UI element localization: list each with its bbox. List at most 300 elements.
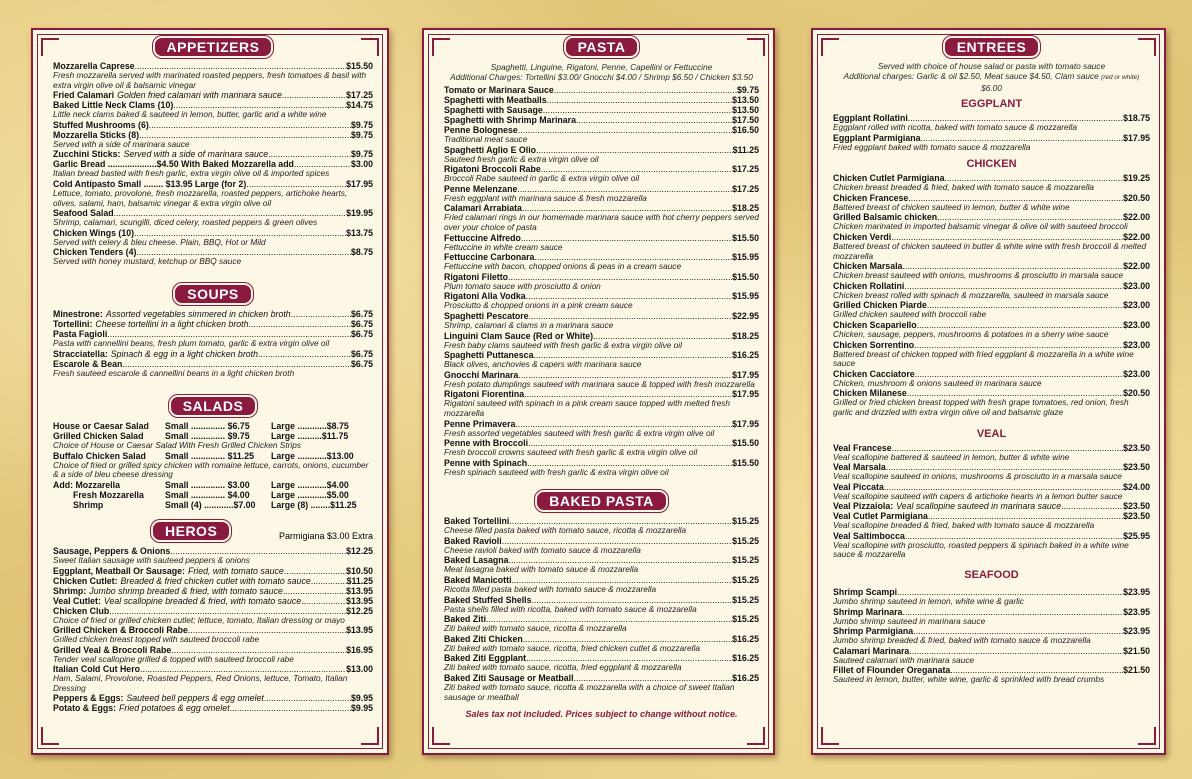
menu-item-name: Calamari Arrabiata (444, 203, 522, 214)
menu-item-description: Chicken breast sauteed with onions, mushrooms & prosciutto in marsala sauce (833, 270, 1124, 281)
menu-item-name: Veal Marsala (833, 462, 886, 473)
menu-item-description: Ziti baked with tomato sauce, ricotta, fried eggplant & mozzarella (444, 662, 682, 673)
menu-item-name: Baked Ravioli (444, 535, 502, 546)
menu-item-price: $9.95 (350, 703, 373, 714)
menu-item-description: Lettuce, tomato, provolone, fresh mozzarella, roasted peppers, artichoke hearts, olives, salami, ham, balsamic vinegar & extra virgin olive oil (53, 187, 348, 208)
menu-item-price: $17.25 (346, 90, 373, 101)
menu-item-name: Tomato or Marinara Sauce (444, 85, 554, 95)
menu-item-row (444, 85, 759, 95)
menu-item-description: Fresh assorted vegetables sauteed with fresh garlic & extra virgin olive oil (444, 427, 715, 438)
menu-item-price: $17.25 (732, 164, 759, 175)
menu-item-description: Fresh mozzarella served with marinated roasted peppers, fresh tomatoes & basil with extra virgin olive oil & balsamic vinegar (53, 70, 367, 90)
menu-item-name: Italian Cold Cut Hero (53, 664, 140, 675)
menu-item-description: Ziti baked with tomato sauce, ricotta & mozzarella with a choice of sweet Italian sausage or meatball (444, 682, 735, 702)
salads-list (53, 421, 373, 510)
menu-item-inline-desc: Assorted vegetables simmered in chicken broth (105, 308, 291, 319)
menu-item-name: Chicken Club (53, 605, 110, 616)
menu-item-name: Spaghetti with Sausage (444, 105, 543, 115)
salad-name: Fresh Mozzarella (73, 489, 144, 500)
menu-item-price: $15.50 (732, 457, 759, 468)
menu-item-description: Veal scallopine sauteed in onions, mushrooms & prosciutto in a marsala sauce (833, 471, 1122, 482)
menu-panel-left (31, 28, 389, 755)
menu-item-description: Fresh eggplant with marinara sauce & fresh mozzarella (444, 192, 647, 203)
menu-item-name: Eggplant Parmigiana (833, 132, 921, 143)
menu-item-price: $22.00 (1123, 261, 1150, 272)
menu-item-name: Chicken Marsala (833, 261, 903, 272)
menu-item-price: $13.50 (732, 95, 759, 105)
menu-item-description: Jumbo shrimp breaded & fried, baked with tomato sauce & mozzarella (833, 635, 1091, 646)
menu-item-name: Veal Pizzaiola: (833, 501, 894, 512)
menu-item-description: Chicken breast breaded & fried, baked with tomato sauce & mozzarella (833, 182, 1095, 193)
menu-item-price: $6.75 (350, 358, 373, 369)
menu-item-price: $15.50 (732, 271, 759, 282)
menu-item-price: $15.50 (346, 61, 373, 71)
menu-item-description: Ham, Salami, Provolone, Roasted Peppers, Red Onions, lettuce, Tomato, Italian Dressing (53, 673, 348, 693)
menu-item-row (53, 606, 373, 616)
menu-item-name: Rigatoni Filetto (444, 271, 509, 282)
menu-item-price: $9.95 (350, 693, 373, 704)
menu-item-name: Grilled Veal & Broccoli Rabe (53, 644, 172, 655)
menu-item-description: Battered breast of chicken sauteed in butter & white wine with fresh broccoli & melted mozzarella (833, 240, 1147, 261)
menu-item-name: Grilled Chicken Piarde (833, 300, 927, 311)
menu-item-name: Grilled Chicken & Broccoli Rabe (53, 625, 188, 636)
salads-heading: SALADS (169, 395, 258, 417)
menu-item-price: $15.25 (732, 594, 759, 605)
salad-size-row (53, 480, 373, 490)
menu-panel-right (811, 28, 1166, 755)
sales-tax-notice: Sales tax not included. Prices subject to change without notice. (465, 709, 738, 720)
menu-item-name: Stuffed Mushrooms (6) (53, 119, 149, 130)
menu-item-row (833, 443, 1150, 453)
menu-item-name: Veal Cutlet Parmigiana (833, 511, 928, 522)
menu-item-inline-desc: Cheese tortellini in a light chicken broth (95, 318, 249, 329)
menu-item-name: Penne with Spinach (444, 457, 528, 468)
menu-item-price: $15.25 (732, 535, 759, 546)
menu-item-row (53, 596, 373, 606)
menu-item-name: Penne Primavera (444, 418, 516, 429)
menu-item-price: $9.75 (350, 149, 373, 160)
menu-item-name: Spaghetti Pescatore (444, 310, 529, 321)
menu-item-name: Peppers & Eggs: (53, 693, 124, 704)
menu-item-description: Fresh baby clams sauteed with fresh garlic & extra virgin olive oil (444, 339, 682, 350)
menu-item-name: Eggplant, Meatball Or Sausage: (53, 565, 185, 576)
menu-item-inline-desc: Breaded & fried chicken cutlet with tomato sauce (120, 575, 311, 586)
corner-ornament (1138, 727, 1156, 745)
menu-item-name: Baked Ziti Eggplant (444, 653, 527, 664)
menu-item-name: Baked Stuffed Shells (444, 594, 532, 605)
menu-item-description: Tender veal scallopine grilled & topped with sauteed broccoli rabe (53, 653, 294, 664)
menu-item-row (53, 566, 373, 576)
menu-item-description: Served with honey mustard, ketchup or BBQ sauce (53, 256, 242, 267)
menu-item-inline-desc: Served with a side of marinara sauce (123, 149, 269, 160)
menu-item-description: Prosciutto & chopped onions in a pink cream sauce (444, 300, 633, 311)
menu-item-price: $18.25 (732, 330, 759, 341)
menu-item-inline-desc: Veal scallopine breaded & fried, with tomato sauce (103, 595, 302, 606)
menu-item-name: Fettuccine Carbonara (444, 252, 535, 263)
menu-item-name: Seafood Salad (53, 208, 114, 219)
menu-item-price: $17.50 (732, 115, 759, 125)
entrees-clam-sauce-note: (red or white) (1101, 74, 1140, 81)
menu-item-price: $6.75 (350, 318, 373, 329)
menu-item-price: $11.25 (346, 575, 373, 586)
salad-size-row (53, 490, 373, 500)
menu-item-price: $17.95 (1123, 132, 1150, 143)
entrees-clam-sauce-price: $6.00 (981, 83, 1002, 93)
menu-item-price: $23.50 (1123, 511, 1150, 522)
menu-item-row (444, 115, 759, 125)
menu-item-name: Baked Tortellini (444, 516, 510, 527)
corner-ornament (361, 727, 379, 745)
menu-item-price: $13.75 (346, 227, 373, 238)
salad-small-price: Small .............. $6.75 (165, 421, 250, 432)
menu-item-description: Ricotta filled pasta baked with tomato sauce & mozzarella (444, 584, 657, 595)
menu-item-price: $11.25 (732, 144, 759, 155)
menu-item-description: Fettuccine with bacon, chopped onions & peas in a cream sauce (444, 261, 682, 272)
menu-item-row (53, 576, 373, 586)
menu-item-price: $23.50 (1123, 501, 1150, 512)
menu-item-description: Grilled chicken breast topped with sauteed broccoli rabe (53, 634, 260, 645)
menu-item-price: $17.25 (732, 183, 759, 194)
menu-item-price: $15.50 (732, 232, 759, 243)
menu-item-description: Veal scallopine breaded & fried, baked with tomato sauce & mozzarella (833, 520, 1095, 531)
chicken-heading: CHICKEN (966, 158, 1017, 171)
dot-leader (515, 419, 732, 429)
veal-heading: VEAL (976, 427, 1007, 440)
menu-item-row (444, 105, 759, 115)
menu-item-description: Chicken marinated in imported balsamic vinegar & olive oil with sauteed broccoli (833, 221, 1128, 232)
menu-item-name: Garlic Bread ....................$4.50 With Baked Mozzarella add (53, 159, 294, 170)
menu-panel-middle (422, 28, 775, 755)
menu-item-name: Chicken Scapariello (833, 319, 917, 330)
menu-item-price: $13.95 (346, 585, 373, 596)
menu-item-price: $9.75 (350, 129, 373, 140)
dot-leader (283, 586, 346, 596)
menu-item-price: $6.75 (350, 328, 373, 339)
menu-item-description: Cheese filled pasta baked with tomato sauce, ricotta & mozzarella (444, 525, 687, 536)
dot-leader (109, 606, 346, 616)
baked-pasta-heading: BAKED PASTA (535, 490, 668, 512)
salad-name: Grilled Chicken Salad (53, 431, 144, 442)
menu-item-description: Choice of fried or grilled chicken cutlet; lettuce, tomato, Italian dressing or mayo (53, 614, 345, 625)
menu-item-price: $6.75 (350, 348, 373, 359)
menu-item-row (53, 90, 373, 100)
dot-leader (301, 596, 346, 606)
pasta-heading: PASTA (564, 36, 640, 58)
soups-list (53, 309, 373, 378)
seafood-heading: SEAFOOD (964, 569, 1019, 582)
dot-leader (284, 566, 346, 576)
corner-ornament (432, 727, 450, 745)
menu-item-description: Fried eggplant baked with tomato sauce & mozzarella (833, 141, 1031, 152)
menu-item-price: $17.95 (732, 418, 759, 429)
menu-item-name: Fettuccine Alfredo (444, 232, 521, 243)
entrees-served-with-note: Served with choice of house salad or pasta with tomato sauce (877, 61, 1106, 71)
menu-item-row (53, 703, 373, 713)
menu-item-row (53, 349, 373, 359)
menu-item-name: Shrimp: (53, 585, 87, 596)
dot-leader (554, 85, 737, 95)
menu-item-price: $17.95 (732, 389, 759, 400)
menu-item-description: Plum tomato sauce with prosciutto & onion (444, 280, 601, 291)
dot-leader (518, 125, 732, 135)
menu-item-price: $12.25 (346, 605, 373, 616)
salad-size-row (53, 421, 373, 431)
salad-small-price: Small .............. $11.25 (165, 450, 254, 461)
menu-item-name: Pasta Fagioli (53, 328, 108, 339)
menu-item-inline-desc: Golden fried calamari with marinara sauce (117, 90, 282, 101)
menu-item-name: Baked Ziti (444, 614, 487, 625)
menu-item-price: $20.50 (1123, 388, 1150, 399)
menu-item-name: Linguini Clam Sauce (Red or White) (444, 330, 594, 341)
menu-item-description: Italian bread basted with fresh garlic, extra virgin olive oil & imported spices (53, 168, 330, 179)
dot-leader (258, 349, 351, 359)
menu-item-price: $18.75 (1123, 113, 1150, 123)
menu-item-price: $16.25 (732, 673, 759, 684)
menu-item-row (444, 95, 759, 105)
menu-item-price: $16.50 (732, 125, 759, 135)
menu-item-description: Fresh spinach sauteed with fresh garlic & extra virgin olive oil (444, 466, 669, 477)
pasta-additional-charges: Additional Charges: Tortellini $3.00/ Gnocchi $4.00 / Shrimp $6.50 / Chicken $3.50 (450, 72, 753, 82)
menu-item-row (53, 693, 373, 703)
menu-item-description: Shrimp, calamari, scungilli, diced celery, roasted peppers & green olives (53, 217, 318, 228)
menu-item-price: $16.95 (346, 644, 373, 655)
menu-item-name: Chicken Francese (833, 192, 909, 203)
menu-item-description: Traditional meat sauce (444, 134, 528, 144)
seafood-list (833, 587, 1150, 685)
menu-item-description: Battered breast of chicken sauteed in lemon, butter & white wine (833, 201, 1070, 212)
menu-item-price: $20.50 (1123, 192, 1150, 203)
menu-item-price: $23.50 (1123, 442, 1150, 453)
entrees-additional-charges-text: Additional charges: Garlic & oil $2.50, Meat sauce $4.50, Clam sauce (843, 71, 1099, 81)
menu-item-name: Chicken Tenders (4) (53, 247, 137, 258)
menu-item-name: Fillet of Flounder Oreganata (833, 665, 951, 676)
menu-item-description: Sauteed calamari with marinara sauce (833, 654, 975, 665)
menu-item-description: Cheese ravioli baked with tomato sauce & mozzarella (444, 544, 641, 555)
menu-item-inline-desc: Sauteed bell peppers & egg omelet (126, 693, 264, 704)
menu-item-name: Gnocchi Marinara (444, 369, 519, 380)
menu-item-description: Chicken breast rolled with spinach & mozzarella, sauteed in marsala sauce (833, 289, 1109, 300)
menu-item-row (53, 309, 373, 319)
menu-item-price: $15.25 (732, 575, 759, 586)
menu-item-description: Served with celery & bleu cheese. Plain, BBQ, Hot or Mild (53, 236, 266, 247)
menu-item-price: $6.75 (350, 308, 373, 319)
menu-item-description: Grilled chicken sauteed with broccoli rabe (833, 309, 987, 320)
menu-item-name: Chicken Wings (10) (53, 227, 135, 238)
menu-item-description: Pasta shells filled with ricotta, baked with tomato sauce & mozzarella (444, 603, 697, 614)
menu-item-price: $19.95 (346, 208, 373, 219)
menu-item-name: Baked Ziti Sausage or Meatball (444, 673, 574, 684)
salad-small-price: Small .............. $4.00 (165, 489, 250, 500)
dot-leader (576, 115, 732, 125)
menu-item-price: $16.25 (732, 633, 759, 644)
menu-item-name: Penne Melenzane (444, 183, 518, 194)
salad-name: Add: Mozzarella (53, 479, 120, 490)
entrees-additional-charges (833, 71, 1150, 93)
menu-item-price: $13.95 (346, 595, 373, 606)
menu-item-price: $22.00 (1123, 231, 1150, 242)
menu-item-inline-desc: Veal scallopine sauteed in marinara sauce (896, 501, 1062, 512)
menu-item-name: Baked Manicotti (444, 575, 512, 586)
salad-description: Choice of fried or grilled spicy chicken with romaine lettuce, carrots, onions, cucumber & a side of bleu cheese dressing (53, 459, 369, 480)
menu-item-price: $23.00 (1123, 339, 1150, 350)
menu-item-description: Veal scallopine battered & sauteed in lemon, butter & white wine (833, 451, 1070, 462)
menu-item-price: $13.95 (346, 625, 373, 636)
menu-item-name: Zucchini Sticks: (53, 149, 121, 160)
corner-ornament (41, 727, 59, 745)
menu-item-name: Fried Calamari (53, 90, 115, 101)
menu-item-description: Meat lasagna baked with tomato sauce & mozzarella (444, 564, 639, 575)
menu-item-price: $22.00 (1123, 212, 1150, 223)
menu-item-description: Rigatoni sauteed with spinach in a pink cream sauce topped with melted fresh mozzarella (444, 398, 730, 418)
salad-large-price: Large ............$8.75 (271, 421, 349, 432)
salad-large-price: Large ............$13.00 (271, 450, 354, 461)
veal-list (833, 443, 1150, 561)
menu-item-description: Fettuccine in white cream sauce (444, 241, 563, 252)
menu-item-description: Little neck clams baked & sauteed in lemon, butter, garlic and a white wine (53, 109, 327, 120)
menu-item-name: Rigatoni Fiorentina (444, 389, 525, 400)
menu-item-description: Ziti baked with tomato sauce, ricotta & mozzarella (444, 623, 627, 634)
menu-item-name: Shrimp Marinara (833, 606, 903, 617)
menu-item-inline-desc: Spinach & egg in a light chicken broth (110, 348, 258, 359)
menu-item-price: $15.25 (732, 555, 759, 566)
menu-item-description: Chicken, mushroom & onions sauteed in marinara sauce (833, 377, 1042, 388)
dot-leader (311, 576, 347, 586)
menu-item-description: Fresh broccoli crowns sauteed with fresh garlic & extra virgin olive oil (444, 447, 698, 458)
menu-item-description: Battered breast of chicken topped with fried eggplant & mozzarella in a white wine sauce (833, 348, 1134, 369)
menu-item-name: Shrimp Scampi (833, 587, 898, 598)
menu-item-name: Chicken Sorrentino (833, 339, 915, 350)
menu-item-description: Served with a side of marinara sauce (53, 138, 190, 149)
menu-item-price: $15.25 (732, 516, 759, 527)
menu-item-name: Spaghetti with Meatballs (444, 95, 547, 105)
eggplant-heading: EGGPLANT (960, 98, 1023, 110)
menu-item-price: $23.95 (1123, 587, 1150, 598)
menu-item-name: Spaghetti Aglio E Olio (444, 144, 537, 155)
menu-item-name: Chicken Cutlet: (53, 575, 118, 586)
menu-item-name: Spaghetti Puttanesca (444, 350, 534, 361)
menu-item-price: $18.25 (732, 203, 759, 214)
menu-item-price: $22.95 (732, 310, 759, 321)
menu-item-price: $13.00 (346, 664, 373, 675)
menu-item-name: Stracciatella: (53, 348, 108, 359)
pasta-list (444, 85, 759, 477)
menu-item-name: Veal Piccata (833, 481, 884, 492)
menu-item-price: $12.25 (346, 545, 373, 556)
menu-item-name: Tortellini: (53, 318, 93, 329)
dot-leader (268, 149, 351, 159)
pasta-choices-note: Spaghetti, Linguine, Rigatoni, Penne, Capellini or Fettuccine (490, 62, 713, 72)
menu-item-price: $21.50 (1123, 665, 1150, 676)
menu-item-inline-desc: Jumbo shrimp breaded & fried, with tomato sauce (89, 585, 283, 596)
menu-item-name: Sausage, Peppers & Onions (53, 545, 171, 556)
menu-item-name: Minestrone: (53, 308, 103, 319)
menu-item-name: Eggplant Rollatini (833, 113, 908, 123)
menu-item-description: Fried calamari rings in our homemade marinara sauce with hot cherry peppers served over your choice of pasta (444, 212, 759, 232)
dot-leader (230, 703, 351, 713)
salad-small-price: Small .............. $9.75 (165, 431, 250, 442)
heros-heading: HEROS (151, 520, 231, 542)
menu-item-name: Chicken Verdi (833, 231, 892, 242)
menu-item-description: Black olives, anchovies & capers with marinara sauce (444, 359, 642, 370)
menu-item-price: $9.75 (736, 85, 759, 95)
menu-item-row (444, 419, 759, 429)
menu-item-inline-desc: Fried potatoes & egg omelet (119, 703, 230, 714)
dot-leader (248, 319, 351, 329)
dot-leader (291, 309, 351, 319)
heros-header (53, 520, 373, 542)
menu-item-price: $23.95 (1123, 606, 1150, 617)
appetizers-heading: APPETIZERS (153, 36, 274, 58)
menu-item-description: Veal scallopine sauteed with capers & artichoke hearts in a lemon butter sauce (833, 490, 1123, 501)
menu-item-price: $8.75 (350, 247, 373, 258)
menu-item-price: $13.50 (732, 105, 759, 115)
menu-item-name: Spaghetti with Shrimp Marinara (444, 115, 576, 125)
salad-description: Choice of House or Caesar Salad With Fresh Grilled Chicken Strips (53, 440, 302, 451)
heros-list (53, 546, 373, 714)
menu-item-price: $23.00 (1123, 280, 1150, 291)
menu-item-name: Grilled Balsamic chicken (833, 212, 938, 223)
corner-ornament (747, 727, 765, 745)
dot-leader (892, 443, 1123, 453)
menu-item-name: Escarole & Bean (53, 358, 123, 369)
menu-item-description: Fresh potato dumplings sauteed with marinara sauce & topped with fresh mozzarella (444, 378, 755, 389)
menu-item-row (53, 319, 373, 329)
menu-item-name: Mozzarella Caprese (53, 61, 135, 71)
dot-leader (1061, 501, 1123, 511)
corner-ornament (821, 727, 839, 745)
menu-item-row (53, 120, 373, 130)
menu-item-description: Broccoli Rabe sauteed in garlic & extra virgin olive oil (444, 173, 640, 184)
baked-pasta-list (444, 516, 759, 702)
menu-item-name: Penne Bolognese (444, 125, 518, 135)
menu-item-name: Mozzarella Sticks (8) (53, 129, 140, 140)
menu-item-description: Ziti baked with tomato sauce, ricotta, fried chicken cutlet & mozzarella (444, 642, 700, 653)
menu-item-name: Penne with Broccoli (444, 438, 529, 449)
menu-item-name: Chicken Rollatini (833, 280, 905, 291)
menu-item-name: Veal Francese (833, 442, 892, 453)
menu-item-name: Baked Ziti Chicken (444, 633, 523, 644)
menu-item-name: Rigatoni Broccoli Rabe (444, 164, 541, 175)
menu-item-price: $9.75 (350, 119, 373, 130)
dot-leader (543, 105, 732, 115)
menu-item-price: $21.50 (1123, 645, 1150, 656)
menu-item-price: $25.95 (1123, 530, 1150, 541)
menu-item-name: Shrimp Parmigiana (833, 626, 914, 637)
menu-item-inline-desc: Fried, with tomato sauce (187, 565, 284, 576)
salad-large-price: Large (8) ........$11.25 (271, 499, 357, 510)
menu-item-name: Chicken Milanese (833, 388, 907, 399)
chicken-list (833, 173, 1150, 417)
menu-item-description: Grilled or fried chicken breast topped with fresh grape tomatoes, red onion, fresh garlic and drizzled with extra virgin olive oil and balsamic glaze (833, 397, 1129, 417)
menu-item-price: $16.25 (732, 350, 759, 361)
menu-item-row (53, 586, 373, 596)
salad-large-price: Large ............$5.00 (271, 489, 349, 500)
menu-item-description: Fresh sauteed escarole & cannellini beans in a light chicken broth (53, 367, 295, 378)
menu-item-name: Cold Antipasto Small ........ $13.95 Large (for 2) (53, 178, 247, 189)
menu-item-name: Chicken Cutlet Parmigiana (833, 173, 945, 184)
menu-item-price: $3.00 (350, 159, 373, 170)
menu-item-name: Veal Saltimbocca (833, 530, 905, 541)
menu-item-price: $23.95 (1123, 626, 1150, 637)
menu-item-description: Eggplant rolled with ricotta, baked with tomato sauce & mozzarella (833, 122, 1077, 132)
dot-leader (149, 120, 351, 130)
heros-parmigiana-extra: Parmigiana $3.00 Extra (278, 530, 373, 541)
menu-item-price: $10.50 (346, 565, 373, 576)
salad-size-row (53, 500, 373, 510)
menu-item-price: $17.95 (346, 178, 373, 189)
menu-item-name: Calamari Marinara (833, 645, 910, 656)
menu-item-price: $15.95 (732, 291, 759, 302)
